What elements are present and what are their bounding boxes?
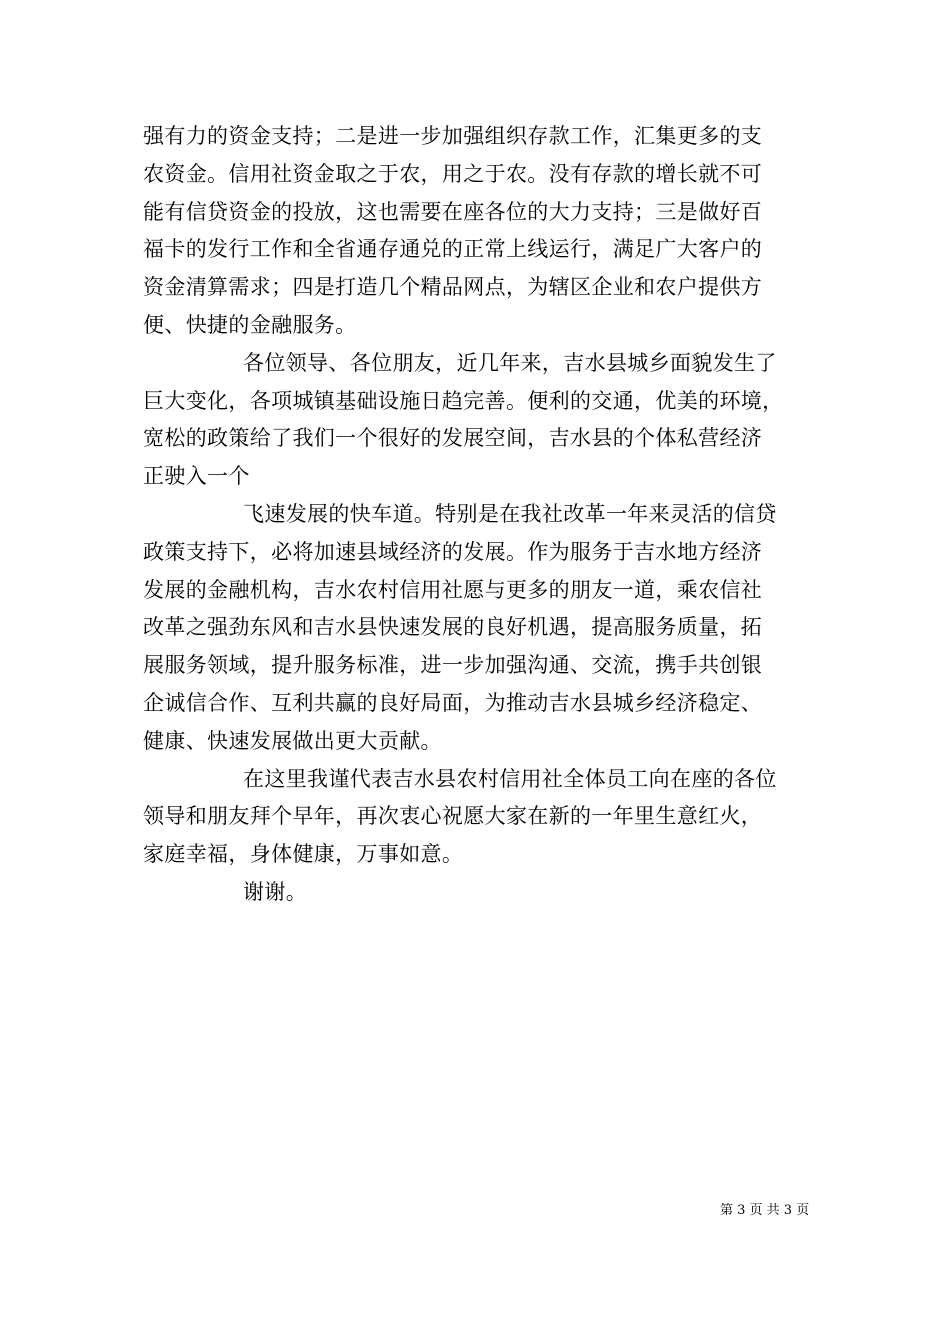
page-number-footer: 第 3 页 共 3 页 [720,1203,810,1218]
text-line: 巨大变化，各项城镇基础设施日趋完善。便利的交通，优美的环境， [143,388,784,413]
text-line: 领导和朋友拜个早年，再次衷心祝愿大家在新的一年里生意红火， [143,804,763,829]
text-line: 改革之强劲东风和吉水县快速发展的良好机遇，提高服务质量，拓 [143,615,763,640]
text-line: 宽松的政策给了我们一个很好的发展空间，吉水县的个体私营经济 [143,426,763,451]
text-line: 福卡的发行工作和全省通存通兑的正常上线运行，满足广大客户的 [143,237,763,262]
body-text [143,118,833,912]
text-line: 展服务领域，提升服务标准，进一步加强沟通、交流，携手共创银 [143,653,763,678]
text-line: 资金清算需求；四是打造几个精品网点，为辖区企业和农户提供方 [143,275,763,300]
text-line: 飞速发展的快车道。特别是在我社改革一年来灵活的信贷 [243,501,777,526]
text-line: 农资金。信用社资金取之于农，用之于农。没有存款的增长就不可 [143,161,763,186]
text-line: 发展的金融机构，吉水农村信用社愿与更多的朋友一道，乘农信社 [143,577,763,602]
text-line: 政策支持下，必将加速县域经济的发展。作为服务于吉水地方经济 [143,539,763,564]
text-line: 家庭幸福，身体健康，万事如意。 [143,842,464,867]
text-line: 谢谢。 [243,879,308,904]
text-line: 强有力的资金支持；二是进一步加强组织存款工作，汇集更多的支 [143,124,763,148]
text-line: 各位领导、各位朋友，近几年来，吉水县城乡面貌发生了 [243,350,777,375]
text-line: 健康、快速发展做出更大贡献。 [143,728,442,753]
text-line: 正驶入一个 [143,464,250,489]
text-line: 能有信贷资金的投放，这也需要在座各位的大力支持；三是做好百 [143,199,763,224]
text-line: 在这里我谨代表吉水县农村信用社全体员工向在座的各位 [243,766,777,791]
text-line: 便、快捷的金融服务。 [143,312,357,337]
text-line: 企诚信合作、互利共赢的良好局面，为推动吉水县城乡经济稳定、 [143,690,763,715]
